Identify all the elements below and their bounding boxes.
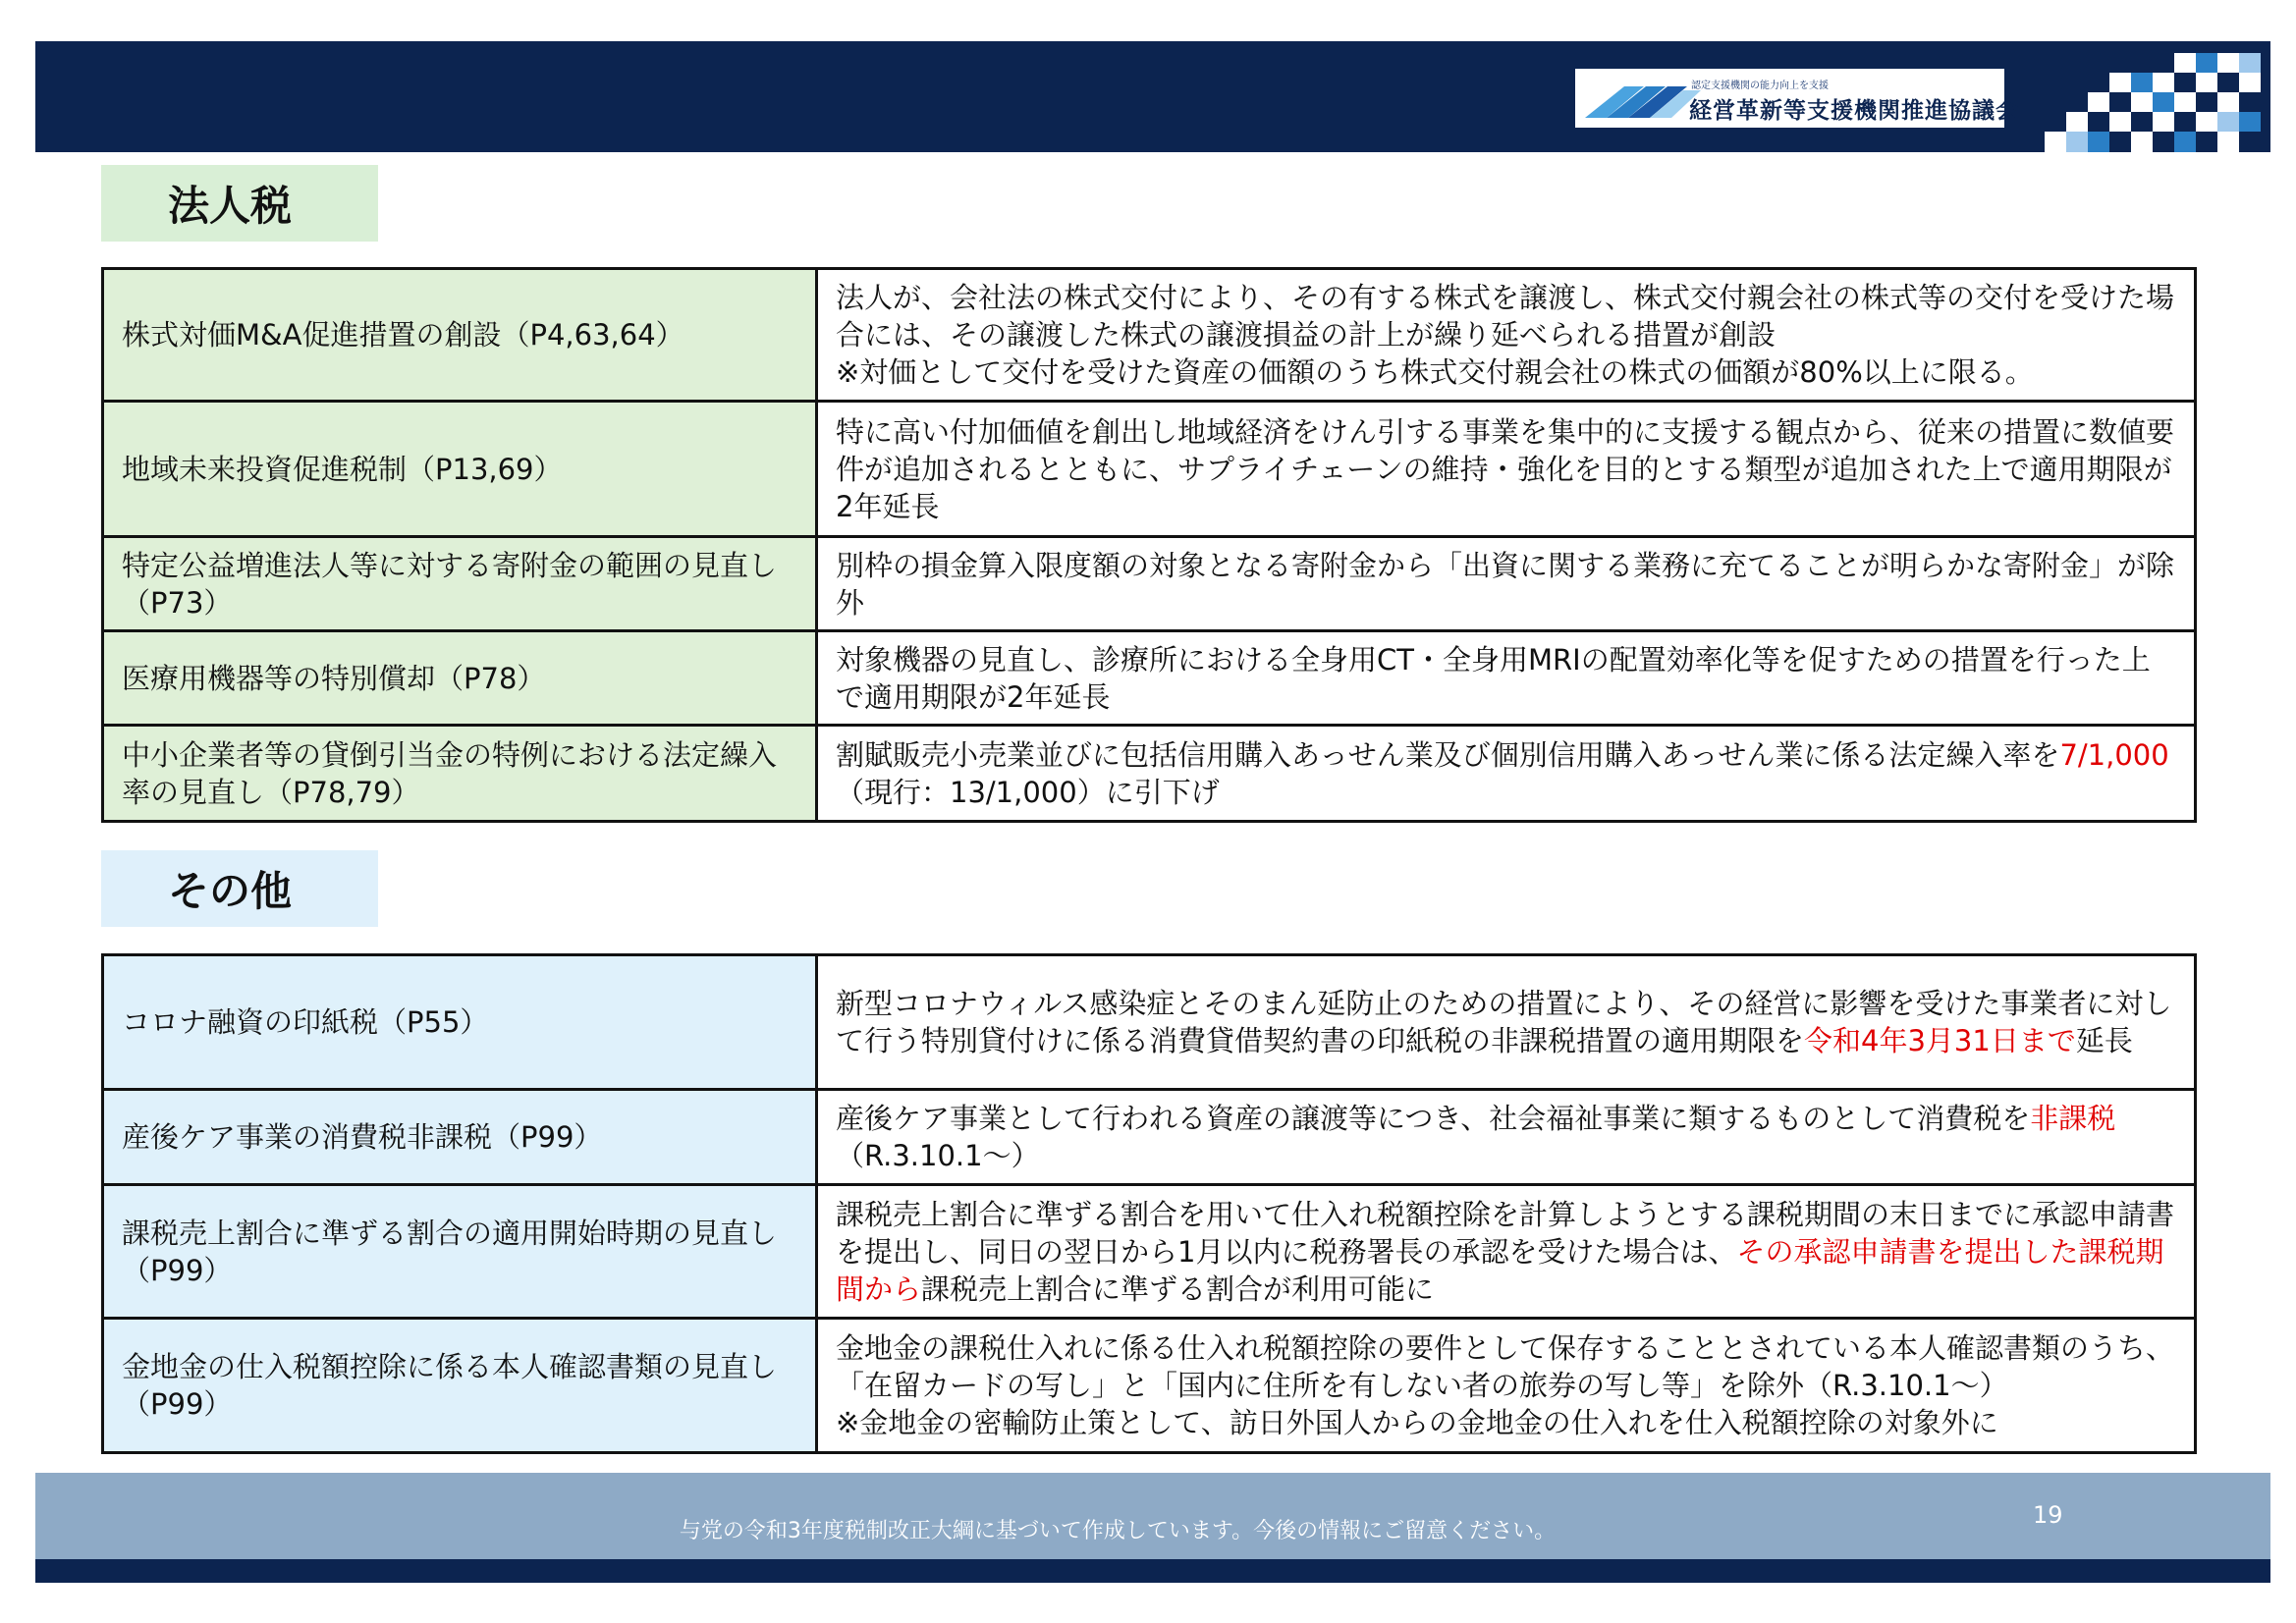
description-text: 課税売上割合に準ずる割合を用いて仕入れ税額控除を計算しようとする課税期間の末日までに承認申請書を提出し、同日の翌日から1月以内に税務署長の承認を受けた場合は、 bbox=[836, 1197, 2175, 1269]
section-title-other: その他 bbox=[101, 850, 378, 927]
description-line: 法人が、会社法の株式交付により、その有する株式を譲渡し、株式交付親会社の株式等の交付を受けた場合には、その譲渡した株式の譲渡損益の計上が繰り延べられる措置が創設 bbox=[836, 281, 2175, 352]
row-item-description bbox=[817, 269, 2196, 402]
row-item-name: 株式対価M&A促進措置の創設（P4,63,64） bbox=[103, 269, 817, 402]
table-row bbox=[103, 955, 2196, 1090]
table-row bbox=[103, 537, 2196, 631]
org-tagline: 認定支援機関の能力向上を支援 bbox=[1691, 81, 1829, 91]
row-item-name: 産後ケア事業の消費税非課税（P99） bbox=[103, 1090, 817, 1185]
row-item-name: 中小企業者等の貸倒引当金の特例における法定繰入率の見直し（P78,79） bbox=[103, 726, 817, 822]
description-note: ※金地金の密輸防止策として、訪日外国人からの金地金の仕入れを仕入税額控除の対象外に bbox=[836, 1406, 1998, 1439]
description-line: 金地金の課税仕入れに係る仕入れ税額控除の要件として保存することとされている本人確認書類のうち、「在留カードの写し」と「国内に住所を有しない者の旅券の写し等」を除外（R.3.10.1～） bbox=[836, 1331, 2175, 1402]
table-row bbox=[103, 269, 2196, 402]
row-item-description: 別枠の損金算入限度額の対象となる寄附金から「出資に関する業務に充てることが明らかな寄附金」が除外 bbox=[817, 537, 2196, 631]
row-item-name: 課税売上割合に準ずる割合の適用開始時期の見直し（P99） bbox=[103, 1185, 817, 1319]
page-number: 19 bbox=[2033, 1501, 2063, 1529]
description-text: （現行：13/1,000）に引下げ bbox=[836, 775, 1220, 809]
description-text: 割賦販売小売業並びに包括信用購入あっせん業及び個別信用購入あっせん業に係る法定繰入率を bbox=[836, 737, 2060, 772]
table-row bbox=[103, 1185, 2196, 1319]
table-row bbox=[103, 1090, 2196, 1185]
row-item-description bbox=[817, 955, 2196, 1090]
other-tax-table bbox=[101, 953, 2197, 1454]
section-title-corporate-tax: 法人税 bbox=[101, 165, 378, 242]
table-row bbox=[103, 726, 2196, 822]
highlight-text: 非課税 bbox=[2030, 1102, 2116, 1135]
row-item-name: 特定公益増進法人等に対する寄附金の範囲の見直し（P73） bbox=[103, 537, 817, 631]
row-item-description bbox=[817, 1090, 2196, 1185]
description-text: 課税売上割合に準ずる割合が利用可能に bbox=[921, 1271, 1435, 1306]
footer-bar bbox=[35, 1559, 2270, 1583]
row-item-description: 対象機器の見直し、診療所における全身用CT・全身用MRIの配置効率化等を促すための措置を行った上で適用期限が2年延長 bbox=[817, 631, 2196, 726]
corporate-tax-table bbox=[101, 267, 2197, 823]
description-text: （R.3.10.1～） bbox=[836, 1139, 1040, 1172]
footer-note: 与党の令和3年度税制改正大綱に基づいて作成しています。今後の情報にご留意ください。 bbox=[679, 1519, 1557, 1543]
description-text: 延長 bbox=[2075, 1024, 2133, 1057]
row-item-name: 医療用機器等の特別償却（P78） bbox=[103, 631, 817, 726]
description-note: ※対価として交付を受けた資産の価額のうち株式交付親会社の株式の価額が80%以上に限る。 bbox=[836, 355, 2034, 389]
description-text: 産後ケア事業として行われる資産の譲渡等につき、社会福祉事業に類するものとして消費税を bbox=[836, 1102, 2031, 1135]
row-item-name: 地域未来投資促進税制（P13,69） bbox=[103, 402, 817, 537]
highlight-text: 令和4年3月31日まで bbox=[1804, 1024, 2076, 1057]
wave-logo-icon bbox=[1585, 79, 1701, 118]
row-item-description: 特に高い付加価値を創出し地域経済をけん引する事業を集中的に支援する観点から、従来の措置に数値要件が追加されるとともに、サプライチェーンの維持・強化を目的とする類型が追加された上で適用期限が2年延長 bbox=[817, 402, 2196, 537]
org-logo bbox=[1575, 69, 2019, 128]
table-row bbox=[103, 1319, 2196, 1453]
row-item-name: 金地金の仕入税額控除に係る本人確認書類の見直し（P99） bbox=[103, 1319, 817, 1453]
table-row bbox=[103, 402, 2196, 537]
row-item-description bbox=[817, 1185, 2196, 1319]
org-name: 経営革新等支援機関推進協議会 bbox=[1689, 98, 2019, 124]
row-item-description bbox=[817, 726, 2196, 822]
highlight-text: その承認申請書を提出した課税期間から bbox=[836, 1234, 2164, 1306]
row-item-name: コロナ融資の印紙税（P55） bbox=[103, 955, 817, 1090]
description-text: 新型コロナウィルス感染症とそのまん延防止のための措置により、その経営に影響を受けた事業者に対して行う特別貸付けに係る消費貸借契約書の印紙税の非課税措置の適用期限を bbox=[836, 987, 2172, 1057]
checker-pattern-decoration bbox=[2039, 41, 2270, 152]
row-item-description bbox=[817, 1319, 2196, 1453]
table-row bbox=[103, 631, 2196, 726]
highlight-text: 7/1,000 bbox=[2059, 737, 2169, 772]
